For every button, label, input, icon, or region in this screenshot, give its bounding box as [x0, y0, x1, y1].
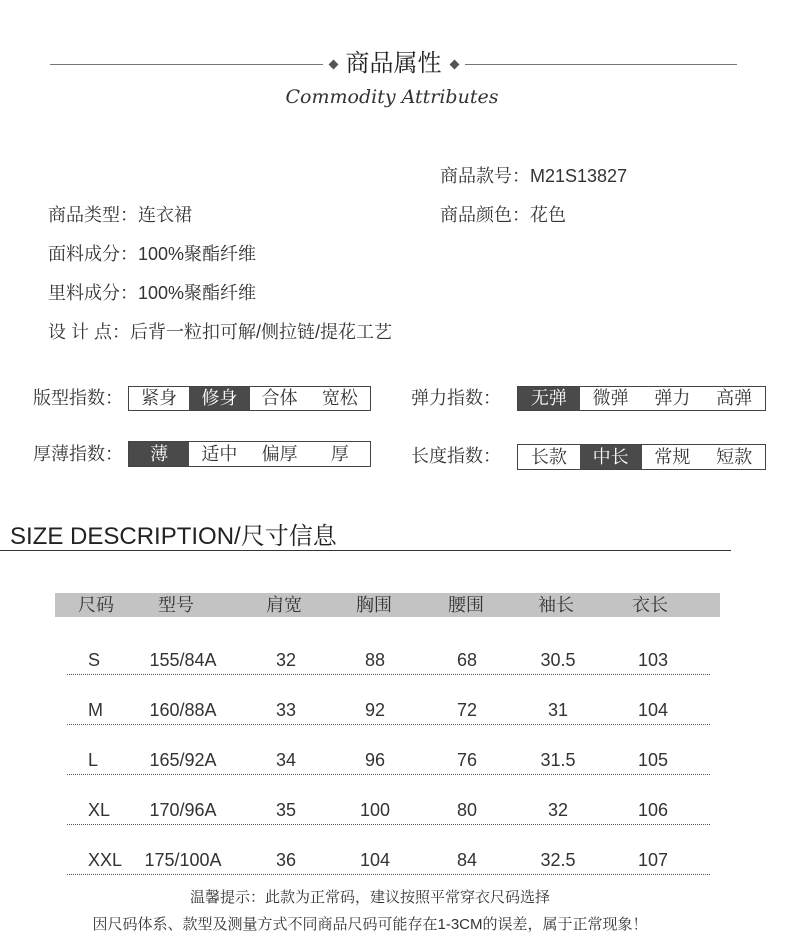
- header-length: 衣长: [632, 595, 668, 615]
- size-tip-note: 温馨提示：此款为正常码，建议按照平常穿衣尺码选择: [189, 889, 550, 906]
- fit-option: 宽松: [321, 388, 358, 408]
- cell-shoulder: 34: [275, 750, 297, 770]
- cell-waist: 80: [456, 800, 478, 820]
- size-section-divider: [0, 550, 731, 551]
- attr-label: 商品类型：: [48, 205, 138, 225]
- cell-length: 107: [637, 850, 669, 870]
- cell-shoulder: 32: [275, 650, 297, 670]
- cell-bust: 104: [359, 850, 391, 870]
- cell-waist: 72: [456, 700, 478, 720]
- cell-size: M: [88, 700, 103, 720]
- cell-shoulder: 35: [275, 800, 297, 820]
- cell-sleeve: 31: [547, 700, 569, 720]
- attr-lining: [48, 282, 256, 304]
- attr-value: 后背一粒扣可解/侧拉链/提花工艺: [130, 322, 393, 342]
- attr-design: [48, 321, 392, 343]
- cell-sleeve: 31.5: [540, 750, 576, 770]
- length-option: 常规: [654, 447, 691, 467]
- attr-category: [48, 204, 192, 226]
- attr-value: 花色: [530, 205, 566, 225]
- fit-option: 合体: [261, 388, 298, 408]
- table-row: [67, 649, 710, 675]
- attr-label: 商品颜色：: [440, 205, 530, 225]
- attr-color: [440, 204, 566, 226]
- table-row: [67, 749, 710, 775]
- cell-bust: 88: [364, 650, 386, 670]
- thickness-index-label: 厚薄指数：: [33, 444, 123, 464]
- cell-sleeve: 32: [547, 800, 569, 820]
- header-shoulder: 肩宽: [266, 595, 302, 615]
- thickness-option: 偏厚: [261, 444, 298, 464]
- elasticity-index-scale: [517, 386, 766, 411]
- header-waist: 腰围: [448, 595, 484, 615]
- cell-waist: 76: [456, 750, 478, 770]
- cell-sleeve: 32.5: [540, 850, 576, 870]
- fit-index-scale: [128, 386, 371, 411]
- cell-size: S: [88, 650, 101, 670]
- title-rule-right: [465, 64, 738, 65]
- elasticity-option: 弹力: [654, 388, 691, 408]
- cell-model: 170/96A: [149, 800, 217, 820]
- attr-label: 设 计 点：: [48, 322, 131, 342]
- cell-model: 175/100A: [144, 850, 222, 870]
- cell-model: 155/84A: [149, 650, 217, 670]
- elasticity-option: 高弹: [716, 388, 753, 408]
- length-index-label: 长度指数：: [411, 446, 501, 466]
- cell-length: 106: [637, 800, 669, 820]
- size-error-note: 因尺码体系、款型及测量方式不同商品尺码可能存在1-3CM的误差，属于正常现象！: [92, 916, 648, 933]
- cell-waist: 68: [456, 650, 478, 670]
- header-bust: 胸围: [356, 595, 392, 615]
- header-size: 尺码: [78, 595, 114, 615]
- cell-length: 104: [637, 700, 669, 720]
- thickness-option: 适中: [201, 444, 238, 464]
- attr-label: 商品款号：: [440, 166, 530, 186]
- table-row: [67, 849, 710, 875]
- page-subtitle: Commodity Attributes: [285, 86, 499, 108]
- cell-model: 160/88A: [149, 700, 217, 720]
- cell-bust: 96: [364, 750, 386, 770]
- cell-length: 105: [637, 750, 669, 770]
- diamond-icon: [328, 59, 338, 69]
- attr-label: 面料成分：: [48, 244, 138, 264]
- page-title: 商品属性: [345, 50, 442, 77]
- length-option: 短款: [716, 447, 753, 467]
- size-section-title: SIZE DESCRIPTION/尺寸信息: [10, 523, 337, 550]
- cell-bust: 92: [364, 700, 386, 720]
- section-title-row: [50, 51, 737, 77]
- length-option: 长款: [530, 447, 567, 467]
- cell-size: L: [88, 750, 99, 770]
- cell-size: XL: [88, 800, 111, 820]
- cell-shoulder: 33: [275, 700, 297, 720]
- elasticity-option: 微弹: [592, 388, 629, 408]
- attr-style-no: [440, 165, 627, 187]
- cell-shoulder: 36: [275, 850, 297, 870]
- size-table-header: [55, 593, 720, 617]
- attr-label: 里料成分：: [48, 283, 138, 303]
- title-rule-left: [50, 64, 323, 65]
- cell-model: 165/92A: [149, 750, 217, 770]
- thickness-option: 厚: [330, 444, 349, 464]
- thickness-option: 薄: [129, 442, 189, 466]
- attr-fabric: [48, 243, 256, 265]
- thickness-index-scale: [128, 441, 371, 467]
- elasticity-option: 无弹: [518, 387, 580, 410]
- cell-bust: 100: [359, 800, 391, 820]
- elasticity-index-label: 弹力指数：: [411, 388, 501, 408]
- header-sleeve: 袖长: [538, 595, 574, 615]
- attr-value: 连衣裙: [138, 205, 192, 225]
- cell-length: 103: [637, 650, 669, 670]
- length-option: 中长: [580, 445, 642, 469]
- cell-size: XXL: [88, 850, 123, 870]
- table-row: [67, 699, 710, 725]
- header-model: 型号: [158, 595, 194, 615]
- cell-sleeve: 30.5: [540, 650, 576, 670]
- cell-waist: 84: [456, 850, 478, 870]
- length-index-scale: [517, 444, 766, 470]
- diamond-icon: [449, 59, 459, 69]
- attr-value: 100%聚酯纤维: [138, 283, 257, 303]
- attr-value: M21S13827: [530, 166, 628, 186]
- fit-index-label: 版型指数：: [33, 388, 123, 408]
- table-row: [67, 799, 710, 825]
- attr-value: 100%聚酯纤维: [138, 244, 257, 264]
- fit-option: 紧身: [141, 388, 178, 408]
- fit-option: 修身: [189, 387, 249, 410]
